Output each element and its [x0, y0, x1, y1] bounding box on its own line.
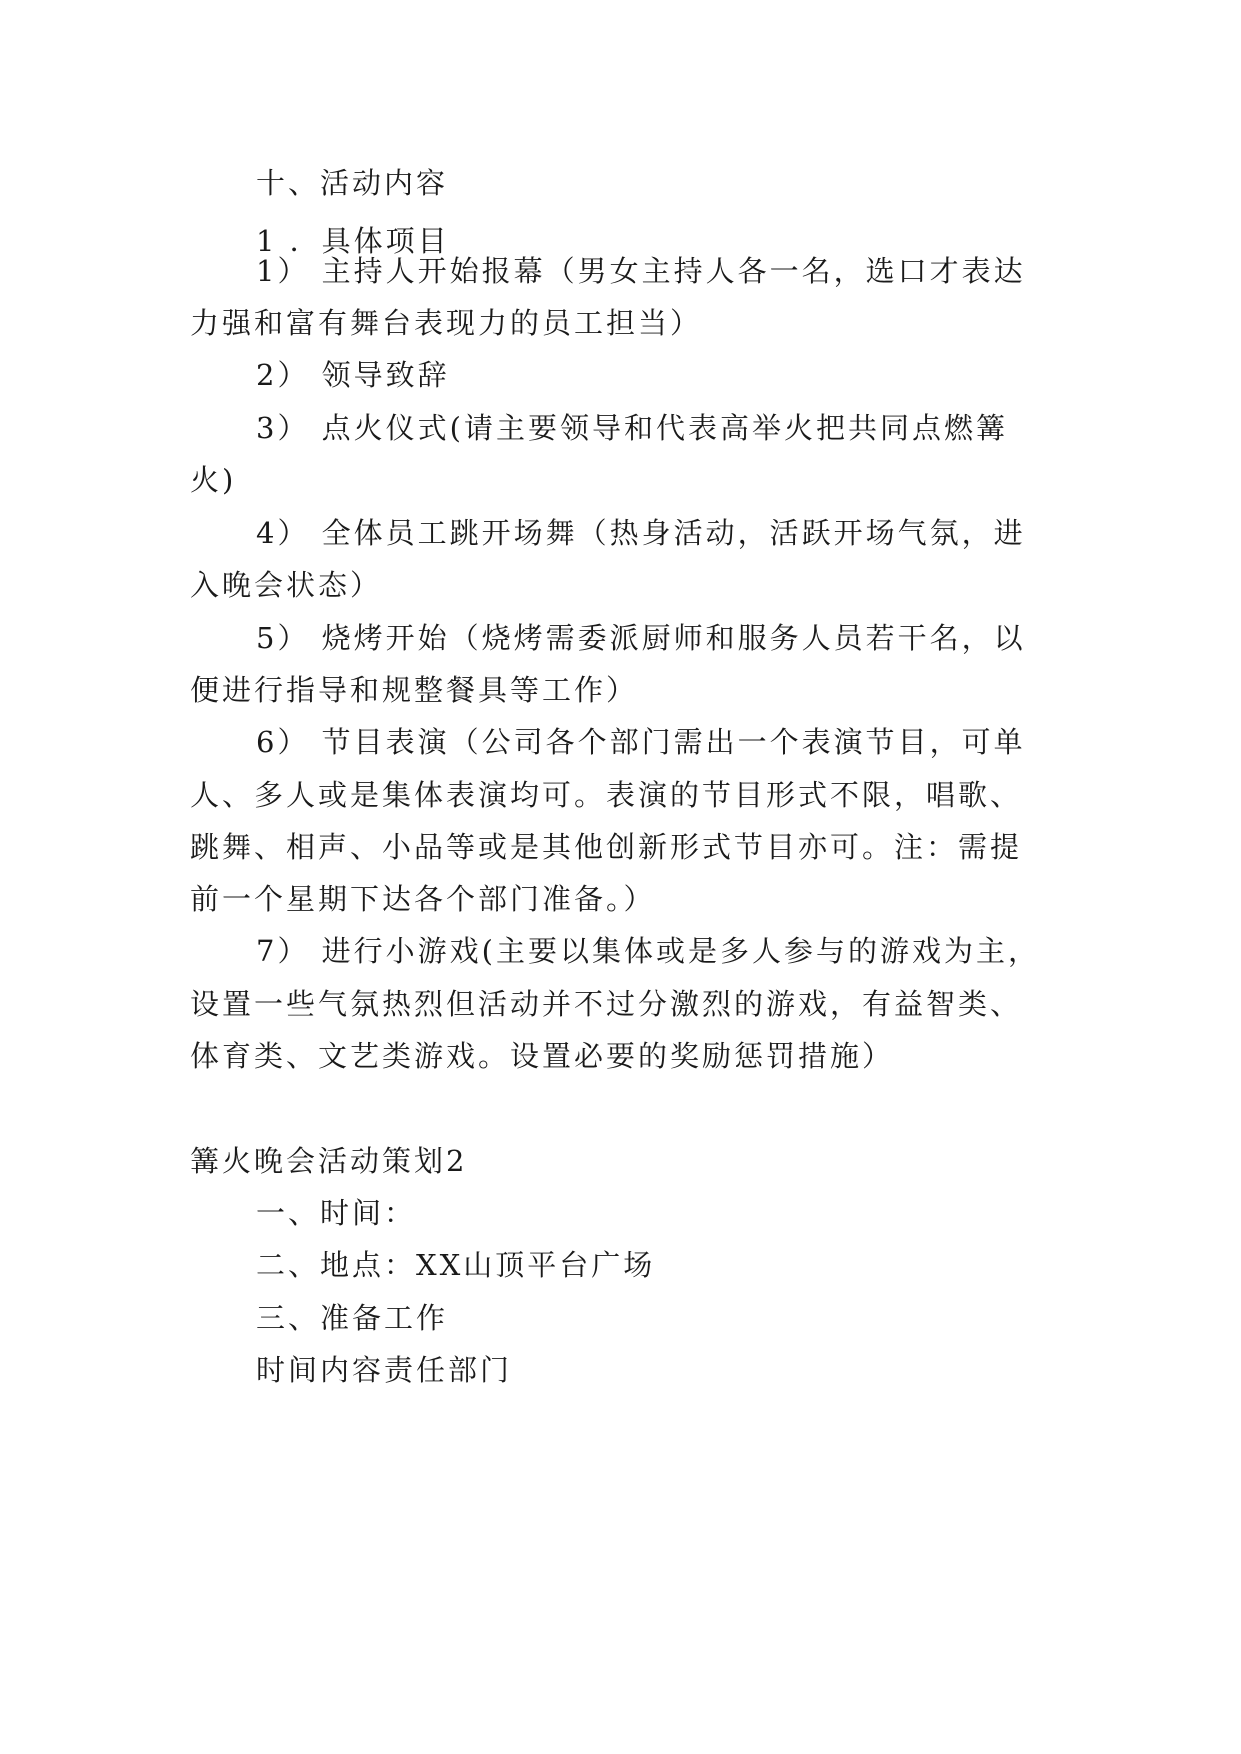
- item-7-line-3: 体育类、文艺类游戏。设置必要的奖励惩罚措施）: [190, 1039, 895, 1073]
- section-2-title: 篝火晚会活动策划2: [190, 1144, 468, 1178]
- section-heading: 十、活动内容: [256, 166, 449, 200]
- item-7-line-1: 7） 进行小游戏(主要以集体或是多人参与的游戏为主，: [256, 934, 1040, 968]
- item-4-line-1: 4） 全体员工跳开场舞（热身活动，活跃开场气氛，进: [256, 516, 1026, 550]
- table-header-line: 时间内容责任部门: [256, 1353, 513, 1387]
- time-line: 一、时间：: [256, 1196, 417, 1230]
- item-3-line-1: 3） 点火仪式(请主要领导和代表高举火把共同点燃篝: [256, 411, 1008, 445]
- item-1-line-1: 1） 主持人开始报幕（男女主持人各一名，选口才表达: [256, 254, 1026, 288]
- item-6-line-4: 前一个星期下达各个部门准备。）: [190, 882, 656, 916]
- item-5-line-2: 便进行指导和规整餐具等工作）: [190, 673, 639, 707]
- item-1-line-2: 力强和富有舞台表现力的员工担当）: [190, 306, 703, 340]
- item-7-line-2: 设置一些气氛热烈但活动并不过分激烈的游戏，有益智类、: [190, 987, 1023, 1021]
- item-6-line-1: 6） 节目表演（公司各个部门需出一个表演节目，可单: [256, 725, 1026, 759]
- place-line: 二、地点：XX山顶平台广场: [256, 1248, 656, 1282]
- item-4-line-2: 入晚会状态）: [190, 568, 383, 602]
- item-6-line-3: 跳舞、相声、小品等或是其他创新形式节目亦可。注：需提: [190, 830, 1023, 864]
- subheading: 1 ．具体项目: [256, 224, 450, 258]
- item-2-line-1: 2） 领导致辞: [256, 358, 450, 392]
- item-3-line-2: 火): [190, 463, 237, 497]
- item-5-line-1: 5） 烧烤开始（烧烤需委派厨师和服务人员若干名，以: [256, 621, 1026, 655]
- preparation-heading: 三、准备工作: [256, 1301, 449, 1335]
- item-6-line-2: 人、多人或是集体表演均可。表演的节目形式不限，唱歌、: [190, 778, 1023, 812]
